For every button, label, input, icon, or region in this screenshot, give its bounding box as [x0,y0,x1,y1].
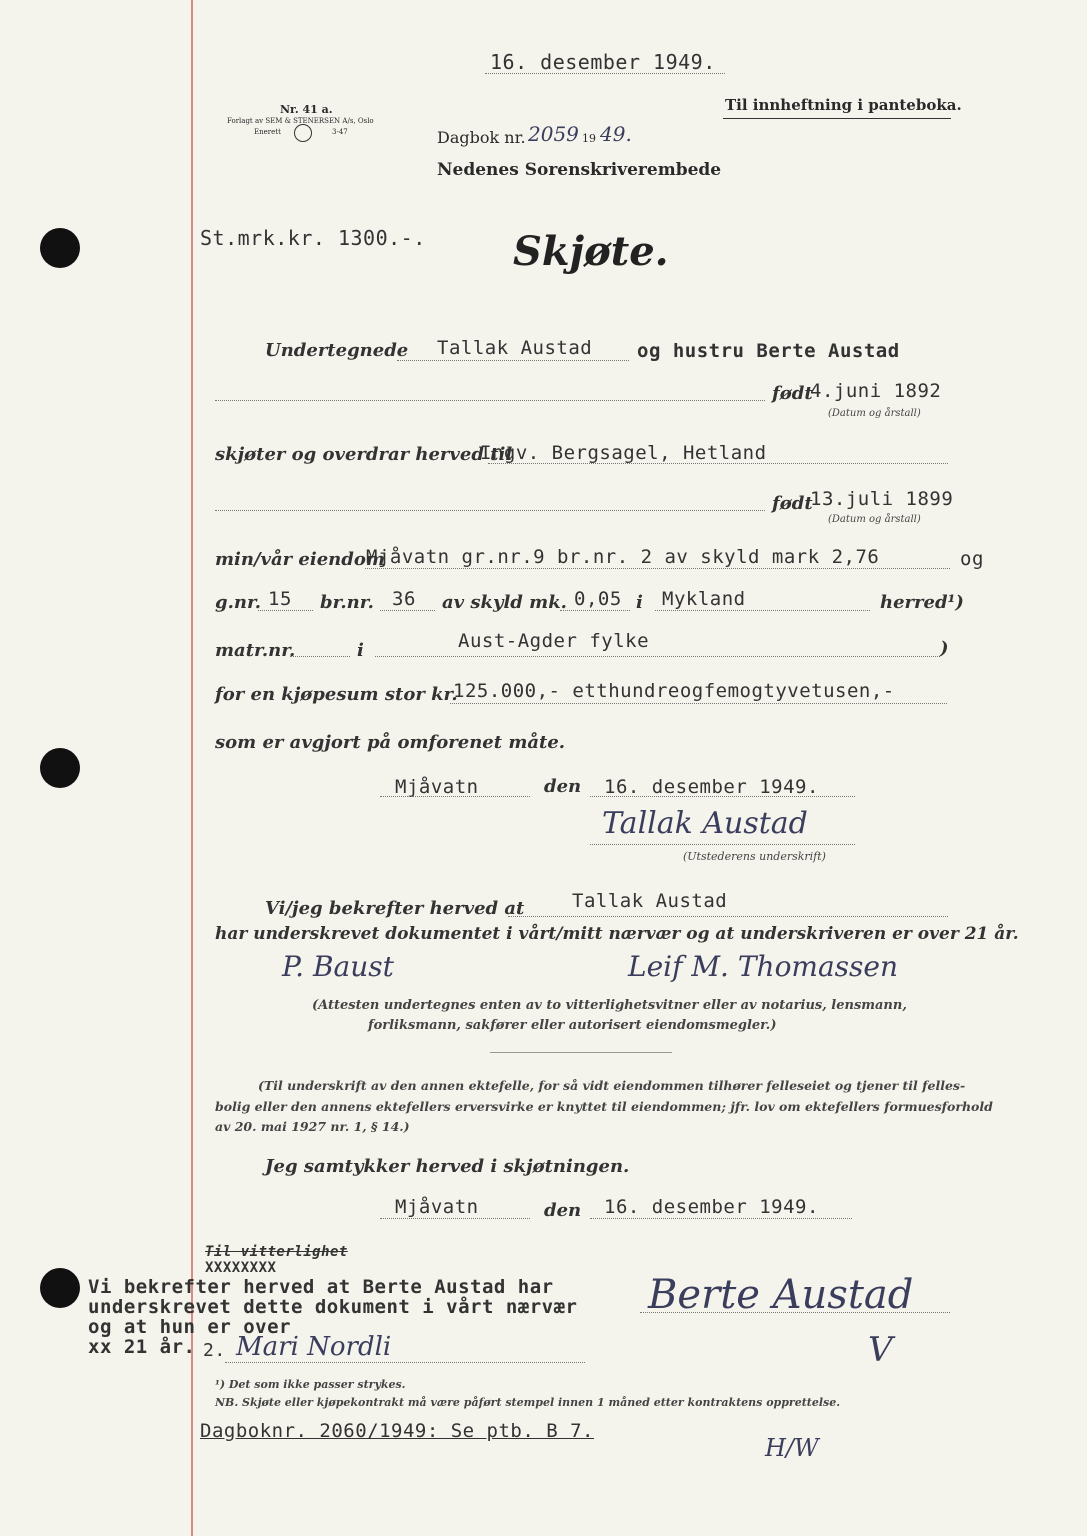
gnr-line [258,610,313,611]
signature-line [590,844,855,845]
footnote-2: NB. Skjøte eller kjøpekontrakt må være påført stempel innen 1 måned etter kontraktens opprettelse. [215,1396,841,1409]
signing-place: Mjåvatn [395,776,479,798]
seller-dotted-line [397,360,629,361]
herred-value: Mykland [662,588,746,610]
fylke-line [375,656,940,657]
witness-label: Vi/jeg bekrefter herved at [265,898,525,919]
til-vitterlighet: Til vitterlighet [205,1244,348,1260]
signing-place-line [380,796,530,797]
fylke-value: Aust-Agder fylke [458,630,650,652]
dagbok-year: 49. [600,122,632,146]
signing-date-line [590,796,855,797]
property-dotted-line [365,568,950,569]
price-settled: som er avgjort på omforenet måte. [215,732,566,753]
office-name: Nedenes Sorenskriverembede [437,160,722,180]
matr-line [290,656,350,657]
property-label: min/vår eiendom [215,549,385,570]
stamp-fee: St.mrk.kr. 1300.-. [200,226,426,250]
seller-born-hint: (Datum og årstall) [828,408,921,419]
spouse-note-2: bolig eller den annens ektefellers erversvirke er knyttet til eiendommen; jfr. lov om ektefellers formuesforhold [215,1099,993,1114]
spouse-date: 16. desember 1949. [604,1196,819,1218]
spouse-consent: Jeg samtykker herved i skjøtningen. [265,1156,630,1177]
spouse-note-3: av 20. mai 1927 nr. 1, § 14.) [215,1119,410,1134]
spouse-note-1: (Til underskrift av den annen ektefelle, for så vidt eiendommen tilhører felleseiet og tjener til felles- [258,1078,966,1093]
price-label: for en kjøpesum stor kr. [215,684,458,705]
spouse-place: Mjåvatn [395,1196,479,1218]
witness-signature-1: P. Baust [282,950,394,983]
struck-xx: XXXXXXXX [205,1260,277,1276]
herred-line [655,610,870,611]
typed-witness-line-2: underskrevet dette dokument i vårt nærvær [88,1296,578,1318]
witness-note-1: (Attesten undertegnes enten av to vitterlighetsvitner eller av notarius, lensmann, [312,998,907,1013]
brnr-label: br.nr. [320,592,374,613]
matr-i-label: i [357,640,364,661]
typed-witness-line-3: og at hun er over [88,1316,291,1338]
seller-born-label: født [772,383,813,404]
gnr-label: g.nr. [215,592,262,613]
brnr-value: 36 [392,588,416,610]
seller-born: 4.juni 1892 [810,380,942,402]
witness-line2: har underskrevet dokumentet i vårt/mitt nærvær og at underskriveren er over 21 år. [215,924,1019,944]
til-innheftning-underline [723,118,951,119]
punch-hole-middle [40,748,80,788]
spouse-signature: Berte Austad [648,1272,914,1318]
spouse-den: den [544,1200,582,1221]
gnr-value: 15 [268,588,292,610]
herred-label: herred¹) [880,592,964,613]
publisher-seal-icon [294,124,312,142]
check-mark: V [868,1330,893,1370]
i-label: i [636,592,643,613]
witness-sig-line [225,1362,585,1363]
buyer-born: 13.juli 1899 [810,488,954,510]
typed-witness-line-1: Vi bekrefter herved at Berte Austad har [88,1276,554,1298]
price-value: 125.000,- etthundreogfemogtyvetusen,- [453,680,895,702]
spouse-sig-line [640,1312,950,1313]
separator-rule [490,1052,672,1053]
brnr-line [380,610,435,611]
price-line [450,703,947,704]
buyer-label: skjøter og overdrar herved til [215,444,513,465]
initials: H/W [765,1434,819,1462]
skyld-value: 0,05 [574,588,622,610]
dagbok-reference: Dagboknr. 2060/1949: Se ptb. B 7. [200,1420,594,1442]
til-innheftning: Til innheftning i panteboka. [725,96,962,114]
form-number: Nr. 41 a. [280,103,333,116]
dagbok-label: Dagbok nr. [437,128,526,147]
buyer-born-label: født [772,493,813,514]
witness-name: Tallak Austad [572,890,728,912]
buyer-line2 [215,510,765,511]
skyld-label: av skyld mk. [442,592,567,613]
signature-hint: (Utstederens underskrift) [683,850,826,863]
witness-note-2: forliksmann, sakfører eller autorisert eiendomsmegler.) [368,1018,777,1033]
punch-hole-bottom [40,1268,80,1308]
publisher-line1: Forlagt av SEM & STENERSEN A/s, Oslo [227,117,374,125]
seller-name: Tallak Austad [437,337,593,359]
skyld-line [560,610,630,611]
header-date-line [485,73,725,74]
fylke-paren: ) [940,638,949,659]
buyer-born-hint: (Datum og årstall) [828,514,921,525]
publisher-date: 3-47 [332,128,348,136]
seller-spouse: og hustru Berte Austad [637,340,900,362]
document-title: Skjøte. [513,228,669,275]
signing-den: den [544,776,582,797]
typed-witness-line-4: xx 21 år. [88,1336,196,1358]
footnote-1: ¹) Det som ikke passer strykes. [215,1378,406,1391]
matr-label: matr.nr. [215,640,296,661]
dagbok-number: 2059 [528,122,579,146]
buyer-name: Ingv. Bergsagel, Hetland [480,442,767,464]
property-value-tail: og [960,548,984,570]
witness-signature-2: Leif M. Thomassen [628,950,899,983]
seller-line2 [215,400,765,401]
witness-signature-mari: Mari Nordli [236,1332,392,1362]
seller-signature: Tallak Austad [602,806,808,841]
punch-hole-top [40,228,80,268]
spouse-date-line [590,1218,852,1219]
signing-date: 16. desember 1949. [604,776,819,798]
seller-label: Undertegnede [265,340,409,361]
witness-line [508,916,948,917]
property-value: Mjåvatn gr.nr.9 br.nr. 2 av skyld mark 2,76 [366,546,880,568]
spouse-place-line [380,1218,530,1219]
dagbok-year-prefix: 19 [582,132,596,145]
publisher-line2: Enerett [254,128,281,136]
witness-number: 2. [203,1340,226,1361]
header-date: 16. desember 1949. [490,50,716,74]
